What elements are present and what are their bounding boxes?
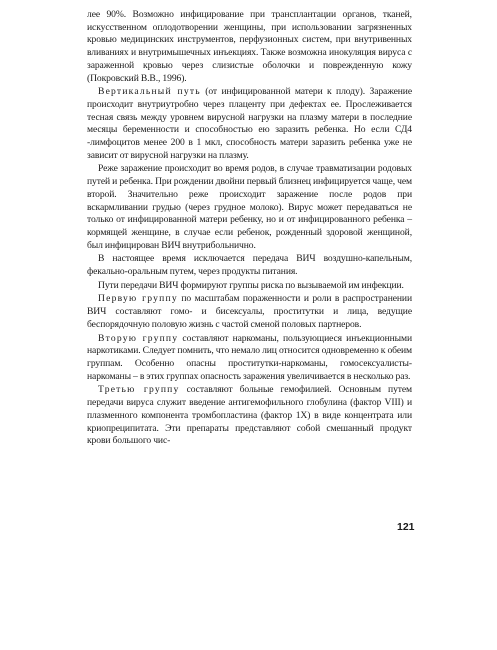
paragraph-text: Пути передачи ВИЧ формируют группы риска по вызываемой им инфекции. — [98, 279, 404, 291]
paragraph-text: составляют больные гемофилией. Основным путем передачи вируса служит введение антигемофильного глобулина (фактор VIII) и плазменного компонента тромбопластина (фактор 1X) в виде концентрата или криопреципитата. Эти препараты представляют собой смешанный продукт крови большого чис- — [87, 384, 412, 447]
paragraph-lead: Вторую группу — [98, 332, 179, 344]
paragraph — [87, 280, 412, 293]
paragraph-text: (от инфицированной матери к плоду). Заражение происходит внутриутробно через плаценту при дефектах ее. Прослеживается тесная связь между уровнем вирусной нагрузки на плазму матери в последние месяцы беременности и способностью ею заразить ребенка. Но если СД4 -лимфоцитов менее 200 в 1 мкл, способность матери заразить ребенка уже не зависит от вирусной нагрузки на плазму. — [87, 86, 412, 161]
paragraph-text: Реже заражение происходит во время родов, в случае травматизации родовых путей и ребенка. При рождении двойни первый близнец инфицируется чаще, чем второй. Значительно реже происходит заражение после родов при вскармливании грудью (через грудное молоко). Вирус может передаваться не только от инфицированной матери ребенку, но и от инфицированного ребенка – кормящей женщине, в случае если ребенок, рожденный здоровой женщиной, был инфицирован ВИЧ внутрибольнично. — [87, 163, 412, 251]
paragraph — [87, 293, 412, 331]
page-number: 121 — [397, 521, 415, 533]
paragraph-text: по масштабам пораженности и роли в распространении ВИЧ составляют гомо- и бисексуалы, проститутки и лица, ведущие беспорядочную половую жизнь с частой сменой половых партнеров. — [87, 293, 412, 330]
paragraph-lead: Первую группу — [98, 293, 178, 305]
paragraph-text: В настоящее время исключается передача ВИЧ воздушно-капельным, фекально-оральным путем, через продукты питания. — [87, 253, 412, 278]
paragraph-text: лее 90%. Возможно инфицирование при трансплантации органов, тканей, искусственном оплодотворении женщины, при использовании загрязненных кровью медицинских инструментов, перфузионных систем, при внутривенных вливаниях и внутримышечных инъекциях. Также возможна инокуляция вируса с зараженной кровью через слизистые оболочки и поврежденную кожу (Покровский В.В., 1996). — [87, 9, 412, 84]
paragraph — [87, 384, 412, 448]
paragraph — [87, 333, 412, 384]
paragraph-lead: Вертикальный путь — [98, 86, 201, 98]
paragraph-text: составляют наркоманы, пользующиеся инъекционными наркотиками. Следует помнить, что немало лиц относится одновременно к обеим группам. Особенно опасны проститутки-наркоманы, гомосексуалисты-наркоманы – в этих группах опасность заражения увеличивается в несколько раз. — [87, 332, 412, 382]
paragraph — [87, 86, 412, 162]
body-text — [87, 9, 412, 448]
paragraph — [87, 9, 412, 85]
paragraph — [87, 253, 412, 278]
paragraph — [87, 163, 412, 252]
paragraph-lead: Третью группу — [98, 384, 180, 396]
